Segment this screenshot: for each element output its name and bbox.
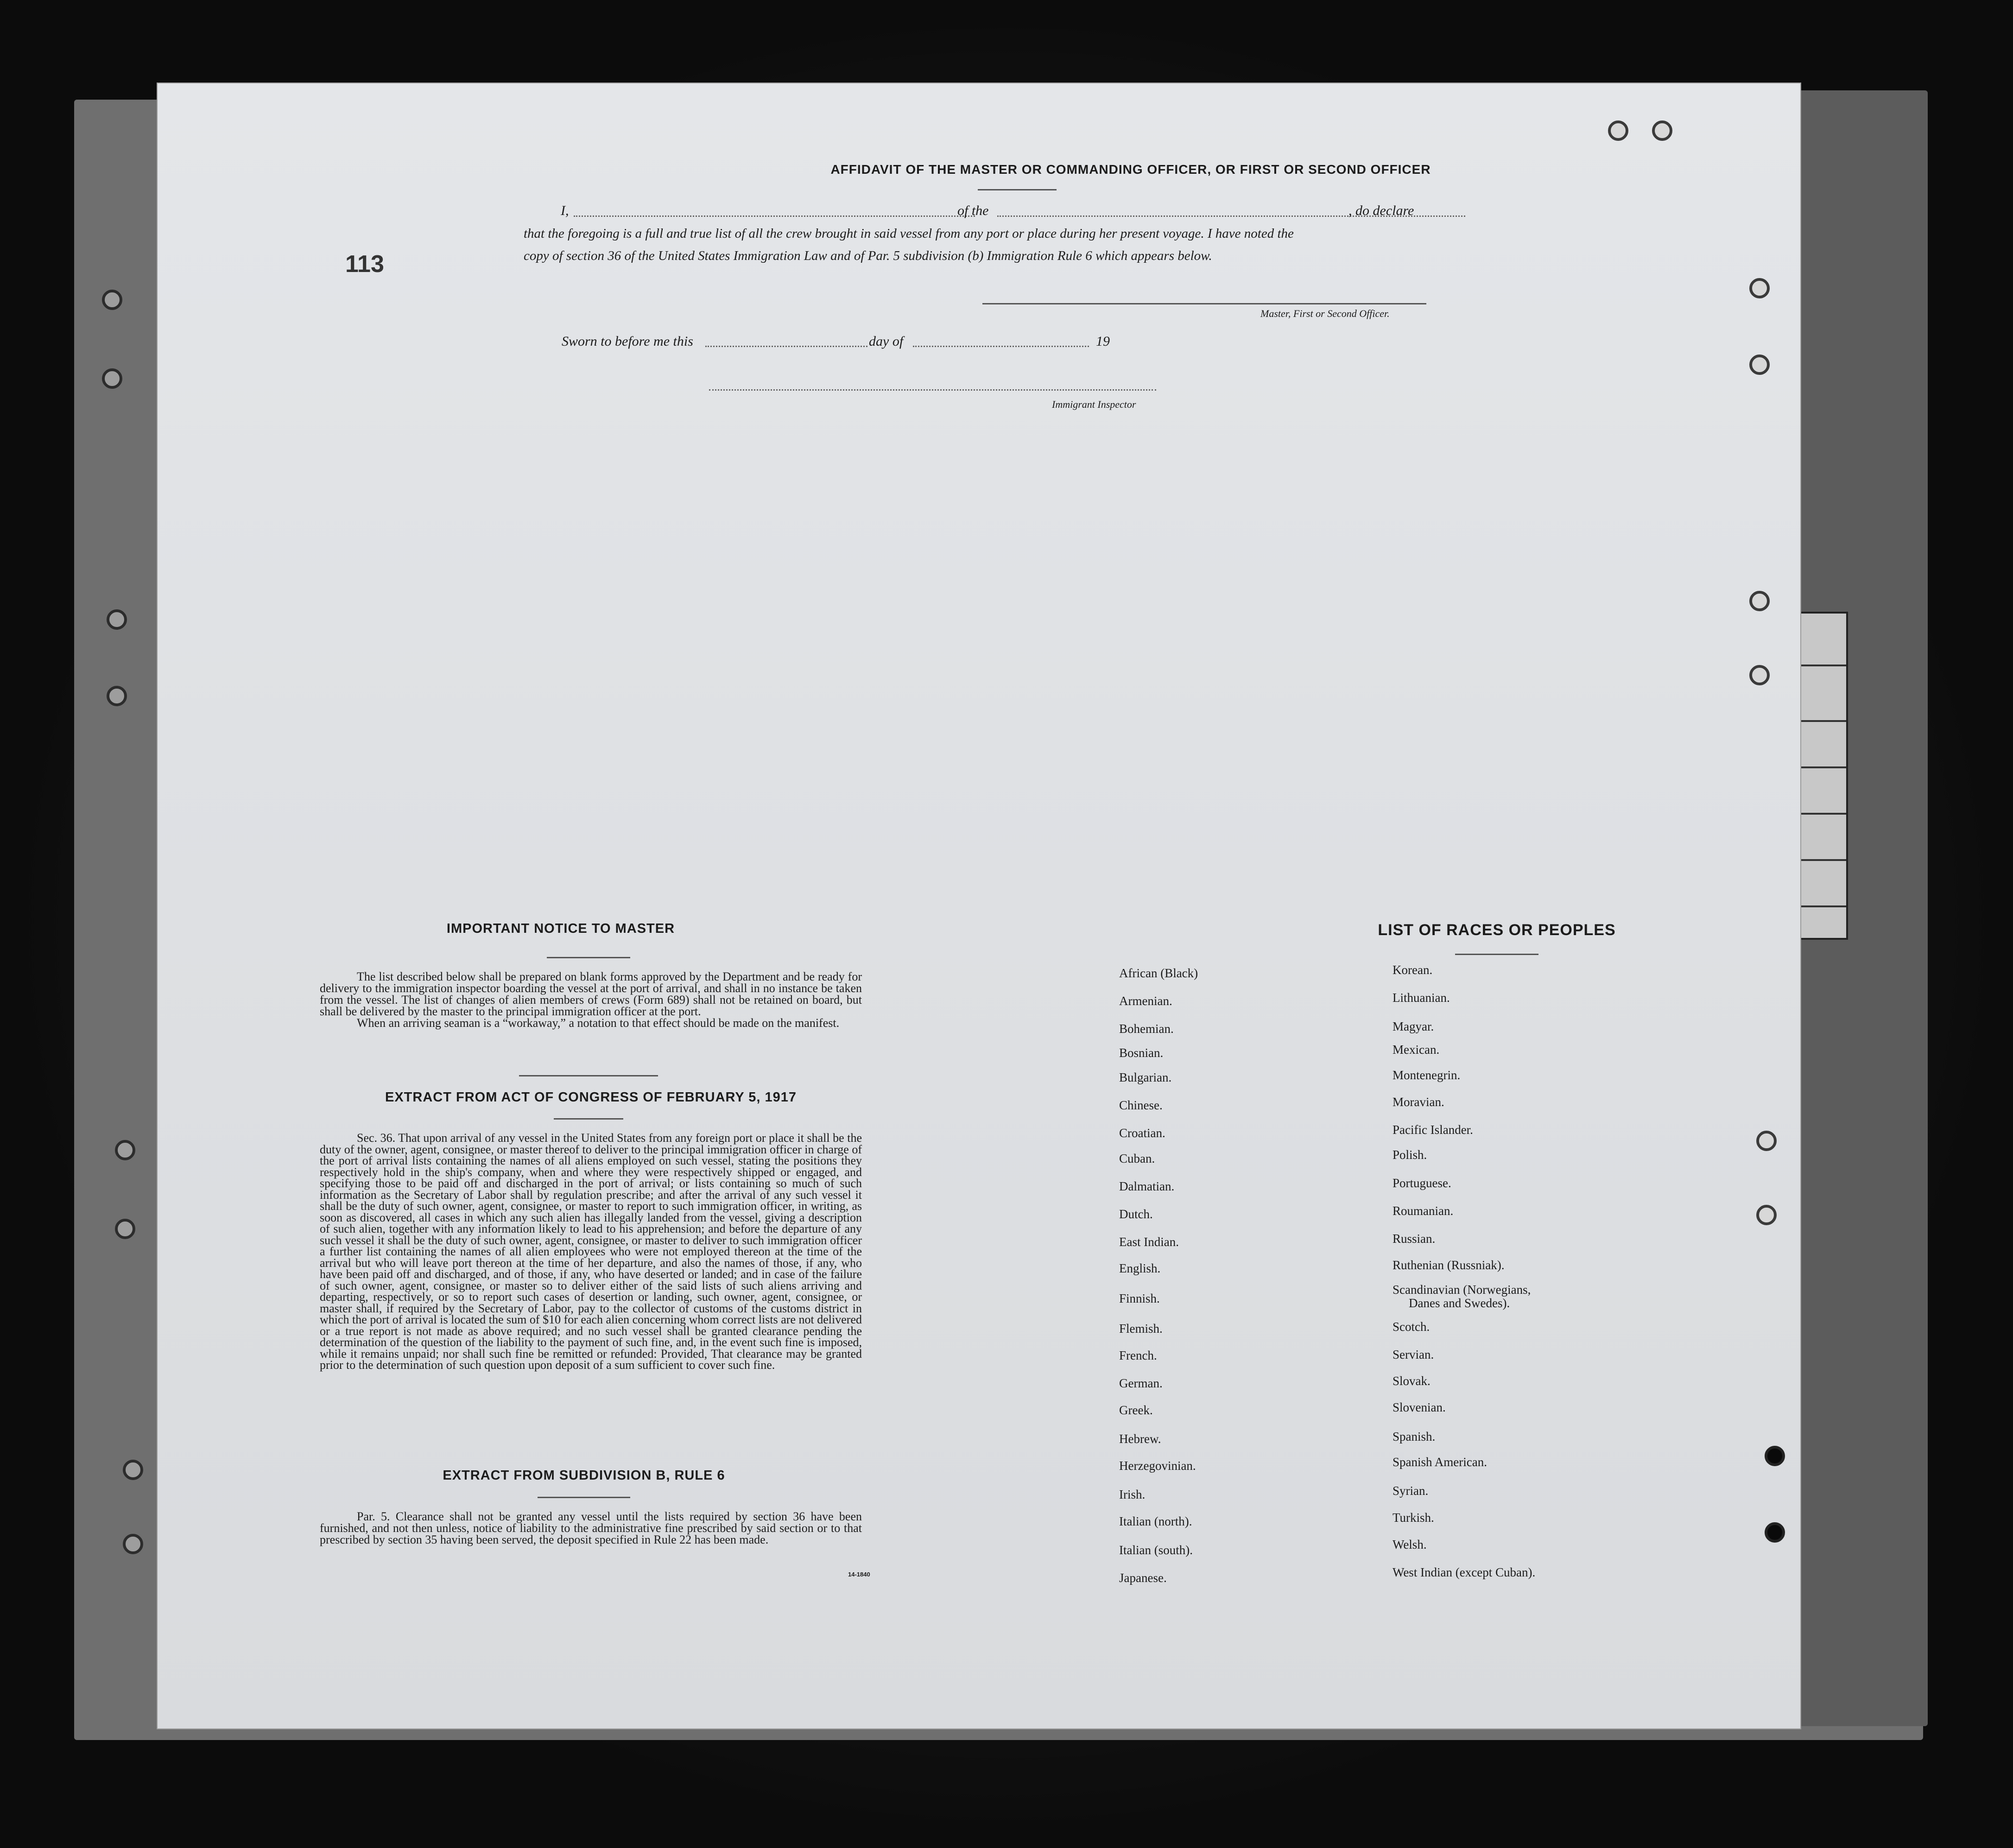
race-item: Danes and Swedes). (1409, 1296, 1510, 1310)
punch-hole (102, 290, 122, 310)
notice-title: IMPORTANT NOTICE TO MASTER (446, 921, 675, 936)
race-item: African (Black) (1119, 966, 1198, 980)
race-item: Bosnian. (1119, 1046, 1164, 1060)
punch-hole (1749, 591, 1770, 611)
race-item: Servian. (1393, 1348, 1434, 1361)
race-item: Bohemian. (1119, 1022, 1174, 1036)
race-item: Bulgarian. (1119, 1070, 1172, 1084)
race-item: Moravian. (1393, 1095, 1444, 1109)
declare-line (561, 203, 569, 219)
race-item: Irish. (1119, 1487, 1146, 1501)
race-item: Spanish American. (1393, 1455, 1487, 1469)
statement-line-2: copy of section 36 of the United States Immigration Law and of Par. 5 subdivision (b) Immigration Rule 6 which appears below. (524, 248, 1212, 263)
extract-rule-title: EXTRACT FROM SUBDIVISION B, RULE 6 (443, 1468, 725, 1483)
race-item: Turkish. (1393, 1511, 1434, 1525)
race-item: Italian (south). (1119, 1543, 1193, 1557)
affidavit-title: AFFIDAVIT OF THE MASTER OR COMMANDING OFFICER, OR FIRST OR SECOND OFFICER (830, 162, 1431, 177)
punch-hole (1765, 1522, 1785, 1543)
race-item: Slovak. (1393, 1374, 1431, 1388)
race-item: Scandinavian (Norwegians, (1393, 1283, 1531, 1297)
race-item: Spanish. (1393, 1430, 1436, 1443)
race-item: West Indian (except Cuban). (1393, 1565, 1536, 1579)
race-item: German. (1119, 1376, 1163, 1390)
document-page (158, 83, 1800, 1728)
race-item: Roumanian. (1393, 1204, 1454, 1218)
race-item: Syrian. (1393, 1484, 1429, 1498)
sworn-month-blank (913, 346, 1089, 347)
punch-hole (107, 686, 127, 706)
declare-i: I, (561, 203, 569, 218)
race-item: Hebrew. (1119, 1432, 1161, 1446)
divider (538, 1497, 630, 1498)
race-item: Herzegovinian. (1119, 1459, 1196, 1473)
signature-caption: Master, First or Second Officer. (1260, 308, 1390, 319)
sworn-year: 19 (1096, 334, 1110, 349)
race-item: Portuguese. (1393, 1176, 1451, 1190)
inspector-signature-line (709, 389, 1156, 391)
race-item: East Indian. (1119, 1235, 1179, 1249)
race-item: Armenian. (1119, 994, 1172, 1008)
race-item: Magyar. (1393, 1019, 1434, 1033)
punch-hole (1608, 120, 1628, 141)
race-item: Dutch. (1119, 1207, 1153, 1221)
extract-act-paragraph: Sec. 36. That upon arrival of any vessel in the United States from any foreign port or place it shall be the duty of the owner, agent, consignee, or master thereof to deliver to the principal immigration officer in charge of the port of arrival lists containing the names of all aliens employed on such vessel, stating the positions they respectively hold in the ship's company, when and where they were respectively shipped or engaged, and specifying those to be paid off and discharged in the port of arrival; or lists containing so much of such information as the Secretary of Labor shall by regulation prescribe; and after the arrival of any such vessel it shall be the duty of such owner, agent, consignee, or master to report to such immigration officer, in writing, as soon as discovered, all cases in which any such alien has illegally landed from the vessel, giving a description of such alien, together with any information likely to lead to his apprehension; and before the departure of any such vessel it shall be the duty of such owner, agent, consignee, or master to deliver to such immigration officer a further list containing the names of all alien employees who were not employed thereon at the time of the arrival but who will leave port thereon at the time of her departure, and also the names of those, if any, who have been paid off and discharged, and of those, if any, who have deserted or landed; and in case of the failure of such owner, agent, consignee, or master so to deliver either of the said lists of such aliens arriving and departing, respectively, or so to report such cases of desertion or landing, such owner, agent, consignee, or master shall, if required by the Secretary of Labor, pay to the collector of customs of the customs district in which the port of arrival is located the sum of $10 for each alien concerning whom correct lists are not delivered or a true report is not made as above required; and no such vessel shall be granted clearance pending the determination of the question of the liability to the payment of such fine, and, in the event such fine is imposed, while it remains unpaid; nor shall such fine be remitted or refunded: Provided, That clearance may be granted prior to the determination of such question upon deposit of a sum sufficient to cover such fine. (320, 1131, 862, 1372)
punch-hole (1652, 120, 1672, 141)
divider (554, 1118, 623, 1120)
punch-hole (1765, 1446, 1785, 1466)
punch-hole (107, 609, 127, 630)
punch-hole (1756, 1131, 1777, 1151)
divider (1455, 954, 1538, 955)
race-item: Chinese. (1119, 1098, 1163, 1112)
race-item: Lithuanian. (1393, 991, 1450, 1005)
punch-hole (1749, 665, 1770, 685)
punch-hole (115, 1219, 135, 1239)
race-item: Japanese. (1119, 1571, 1167, 1585)
race-item: Scotch. (1393, 1320, 1430, 1334)
signature-line (982, 303, 1426, 304)
race-item: Greek. (1119, 1403, 1153, 1417)
name-blank (574, 215, 975, 217)
divider (978, 189, 1057, 190)
notice-paragraph-1: The list described below shall be prepared on blank forms approved by the Department and be ready for delivery to the immigration inspector boarding the vessel at the port of arrival, and shall in no instance be taken from the vessel. The list of changes of alien members of crews (Form 689) shall not be retained on board, but shall be delivered by the master to the principal immigration officer at the port. (320, 970, 862, 1018)
margin-note: 113 (345, 251, 384, 278)
divider (547, 957, 630, 958)
declare-do-declare: , do declare (1348, 203, 1414, 218)
race-item: Dalmatian. (1119, 1179, 1175, 1193)
sworn-day-blank (705, 346, 867, 347)
sworn-day-of: day of (869, 334, 904, 349)
race-item: French. (1119, 1348, 1157, 1362)
punch-hole (1749, 354, 1770, 375)
race-item: Mexican. (1393, 1043, 1440, 1057)
race-item: Flemish. (1119, 1322, 1163, 1335)
punch-hole (123, 1460, 143, 1480)
punch-hole (102, 368, 122, 389)
race-item: Montenegrin. (1393, 1068, 1461, 1082)
punch-hole (1756, 1205, 1777, 1225)
punch-hole (115, 1140, 135, 1160)
inspector-caption: Immigrant Inspector (1052, 399, 1136, 410)
race-item: Italian (north). (1119, 1514, 1192, 1528)
race-item: Croatian. (1119, 1126, 1165, 1140)
extract-act-title: EXTRACT FROM ACT OF CONGRESS OF FEBRUARY 5, 1917 (385, 1090, 797, 1105)
race-item: Pacific Islander. (1393, 1123, 1473, 1137)
race-item: Slovenian. (1393, 1400, 1446, 1414)
statement-line-1: that the foregoing is a full and true list of all the crew brought in said vessel from any port or place during her present voyage. I have noted the (524, 226, 1294, 241)
declare-of-the: of the (957, 203, 989, 218)
index-tab-strip (1798, 612, 1848, 940)
race-item: English. (1119, 1261, 1161, 1275)
form-number: 14-1840 (848, 1571, 870, 1578)
race-item: Korean. (1393, 963, 1433, 977)
race-item: Welsh. (1393, 1538, 1427, 1551)
notice-paragraph-2: When an arriving seaman is a “workaway,” a notation to that effect should be made on the manifest. (357, 1016, 840, 1030)
race-item: Cuban. (1119, 1152, 1155, 1165)
punch-hole (123, 1534, 143, 1554)
race-item: Polish. (1393, 1148, 1427, 1162)
race-item: Finnish. (1119, 1291, 1160, 1305)
punch-hole (1749, 278, 1770, 298)
race-item: Russian. (1393, 1232, 1436, 1246)
race-item: Ruthenian (Russniak). (1393, 1258, 1505, 1272)
sworn-prefix: Sworn to before me this (562, 334, 693, 349)
extract-rule-body (320, 1511, 862, 1545)
races-title: LIST OF RACES OR PEOPLES (1378, 921, 1616, 939)
divider (519, 1075, 658, 1076)
extract-act-body (320, 1133, 862, 1371)
extract-rule-paragraph: Par. 5. Clearance shall not be granted any vessel until the lists required by section 36 have been furnished, and not then unless, notice of liability to the administrative fine prescribed by said section or to that prescribed by section 35 having been served, the deposit specified in Rule 22 has been made. (320, 1510, 862, 1546)
notice-body (320, 971, 862, 1029)
